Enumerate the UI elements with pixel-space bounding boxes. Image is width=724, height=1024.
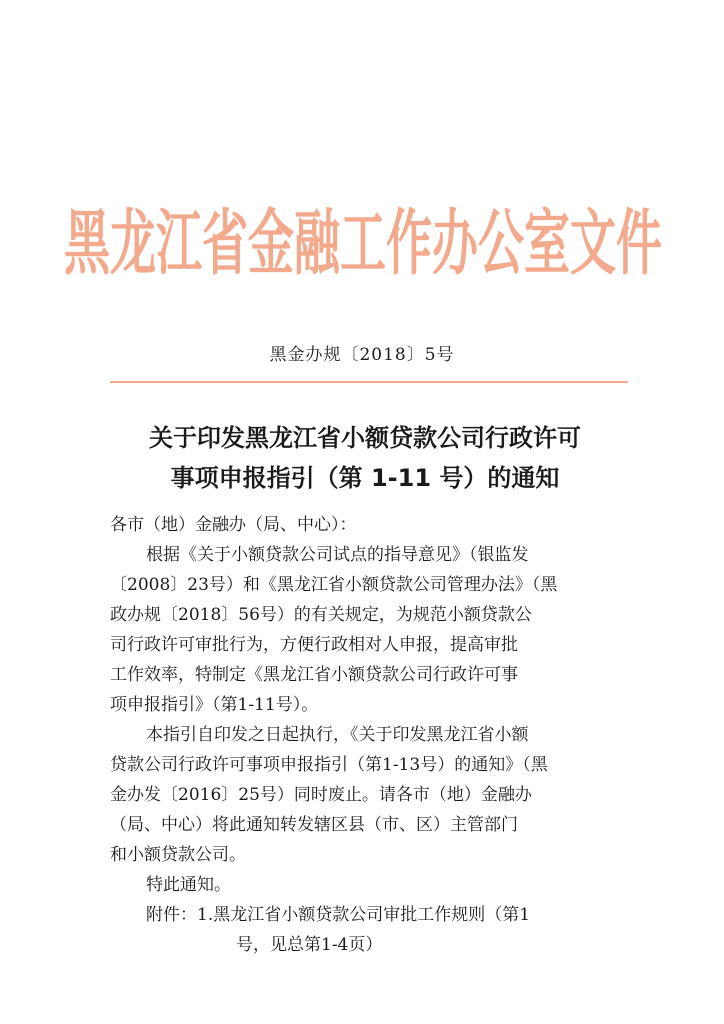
paragraph-1-line: 根据《关于小额贷款公司试点的指导意见》（银监发 bbox=[146, 545, 529, 565]
paragraph-2-line: 和小额贷款公司。 bbox=[110, 845, 246, 865]
paragraph-1-line: 项申报指引》（第1-11号）。 bbox=[110, 695, 319, 715]
red-divider-line bbox=[110, 381, 628, 383]
paragraph-2-line: 金办发〔2016〕25号）同时废止。请各市（地）金融办 bbox=[110, 785, 532, 805]
paragraph-1-line: 工作效率，特制定《黑龙江省小额贷款公司行政许可事 bbox=[110, 665, 518, 685]
issuing-office-header: 黑龙江省金融工作办公室文件 bbox=[64, 200, 662, 285]
document-title bbox=[100, 418, 630, 498]
paragraph-1-line: 司行政许可审批行为，方便行政相对人申报，提高审批 bbox=[110, 635, 518, 655]
salutation: 各市（地）金融办（局、中心）： bbox=[110, 515, 357, 535]
closing-text: 特此通知。 bbox=[146, 875, 231, 895]
attachment-line-1: 附件：1.黑龙江省小额贷款公司审批工作规则（第1 bbox=[146, 905, 531, 925]
document-body bbox=[110, 510, 622, 960]
attachment-line-2: 号，见总第1-4页） bbox=[236, 935, 383, 955]
paragraph-1-line: 政办规〔2018〕56号）的有关规定，为规范小额贷款公 bbox=[110, 605, 532, 625]
document-number: 黑金办规〔2018〕5号 bbox=[269, 345, 455, 365]
paragraph-2-line: （局、中心）将此通知转发辖区县（市、区）主管部门 bbox=[110, 815, 518, 835]
title-line-1: 关于印发黑龙江省小额贷款公司行政许可 bbox=[149, 424, 581, 452]
paragraph-2-line: 贷款公司行政许可事项申报指引（第1-13号）的通知》（黑 bbox=[110, 755, 548, 775]
paragraph-2-line: 本指引自印发之日起执行，《关于印发黑龙江省小额 bbox=[146, 725, 529, 745]
paragraph-1-line: 〔2008〕23号）和《黑龙江省小额贷款公司管理办法》（黑 bbox=[110, 575, 558, 595]
title-line-2: 事项申报指引（第 1-11 号）的通知 bbox=[170, 464, 560, 492]
